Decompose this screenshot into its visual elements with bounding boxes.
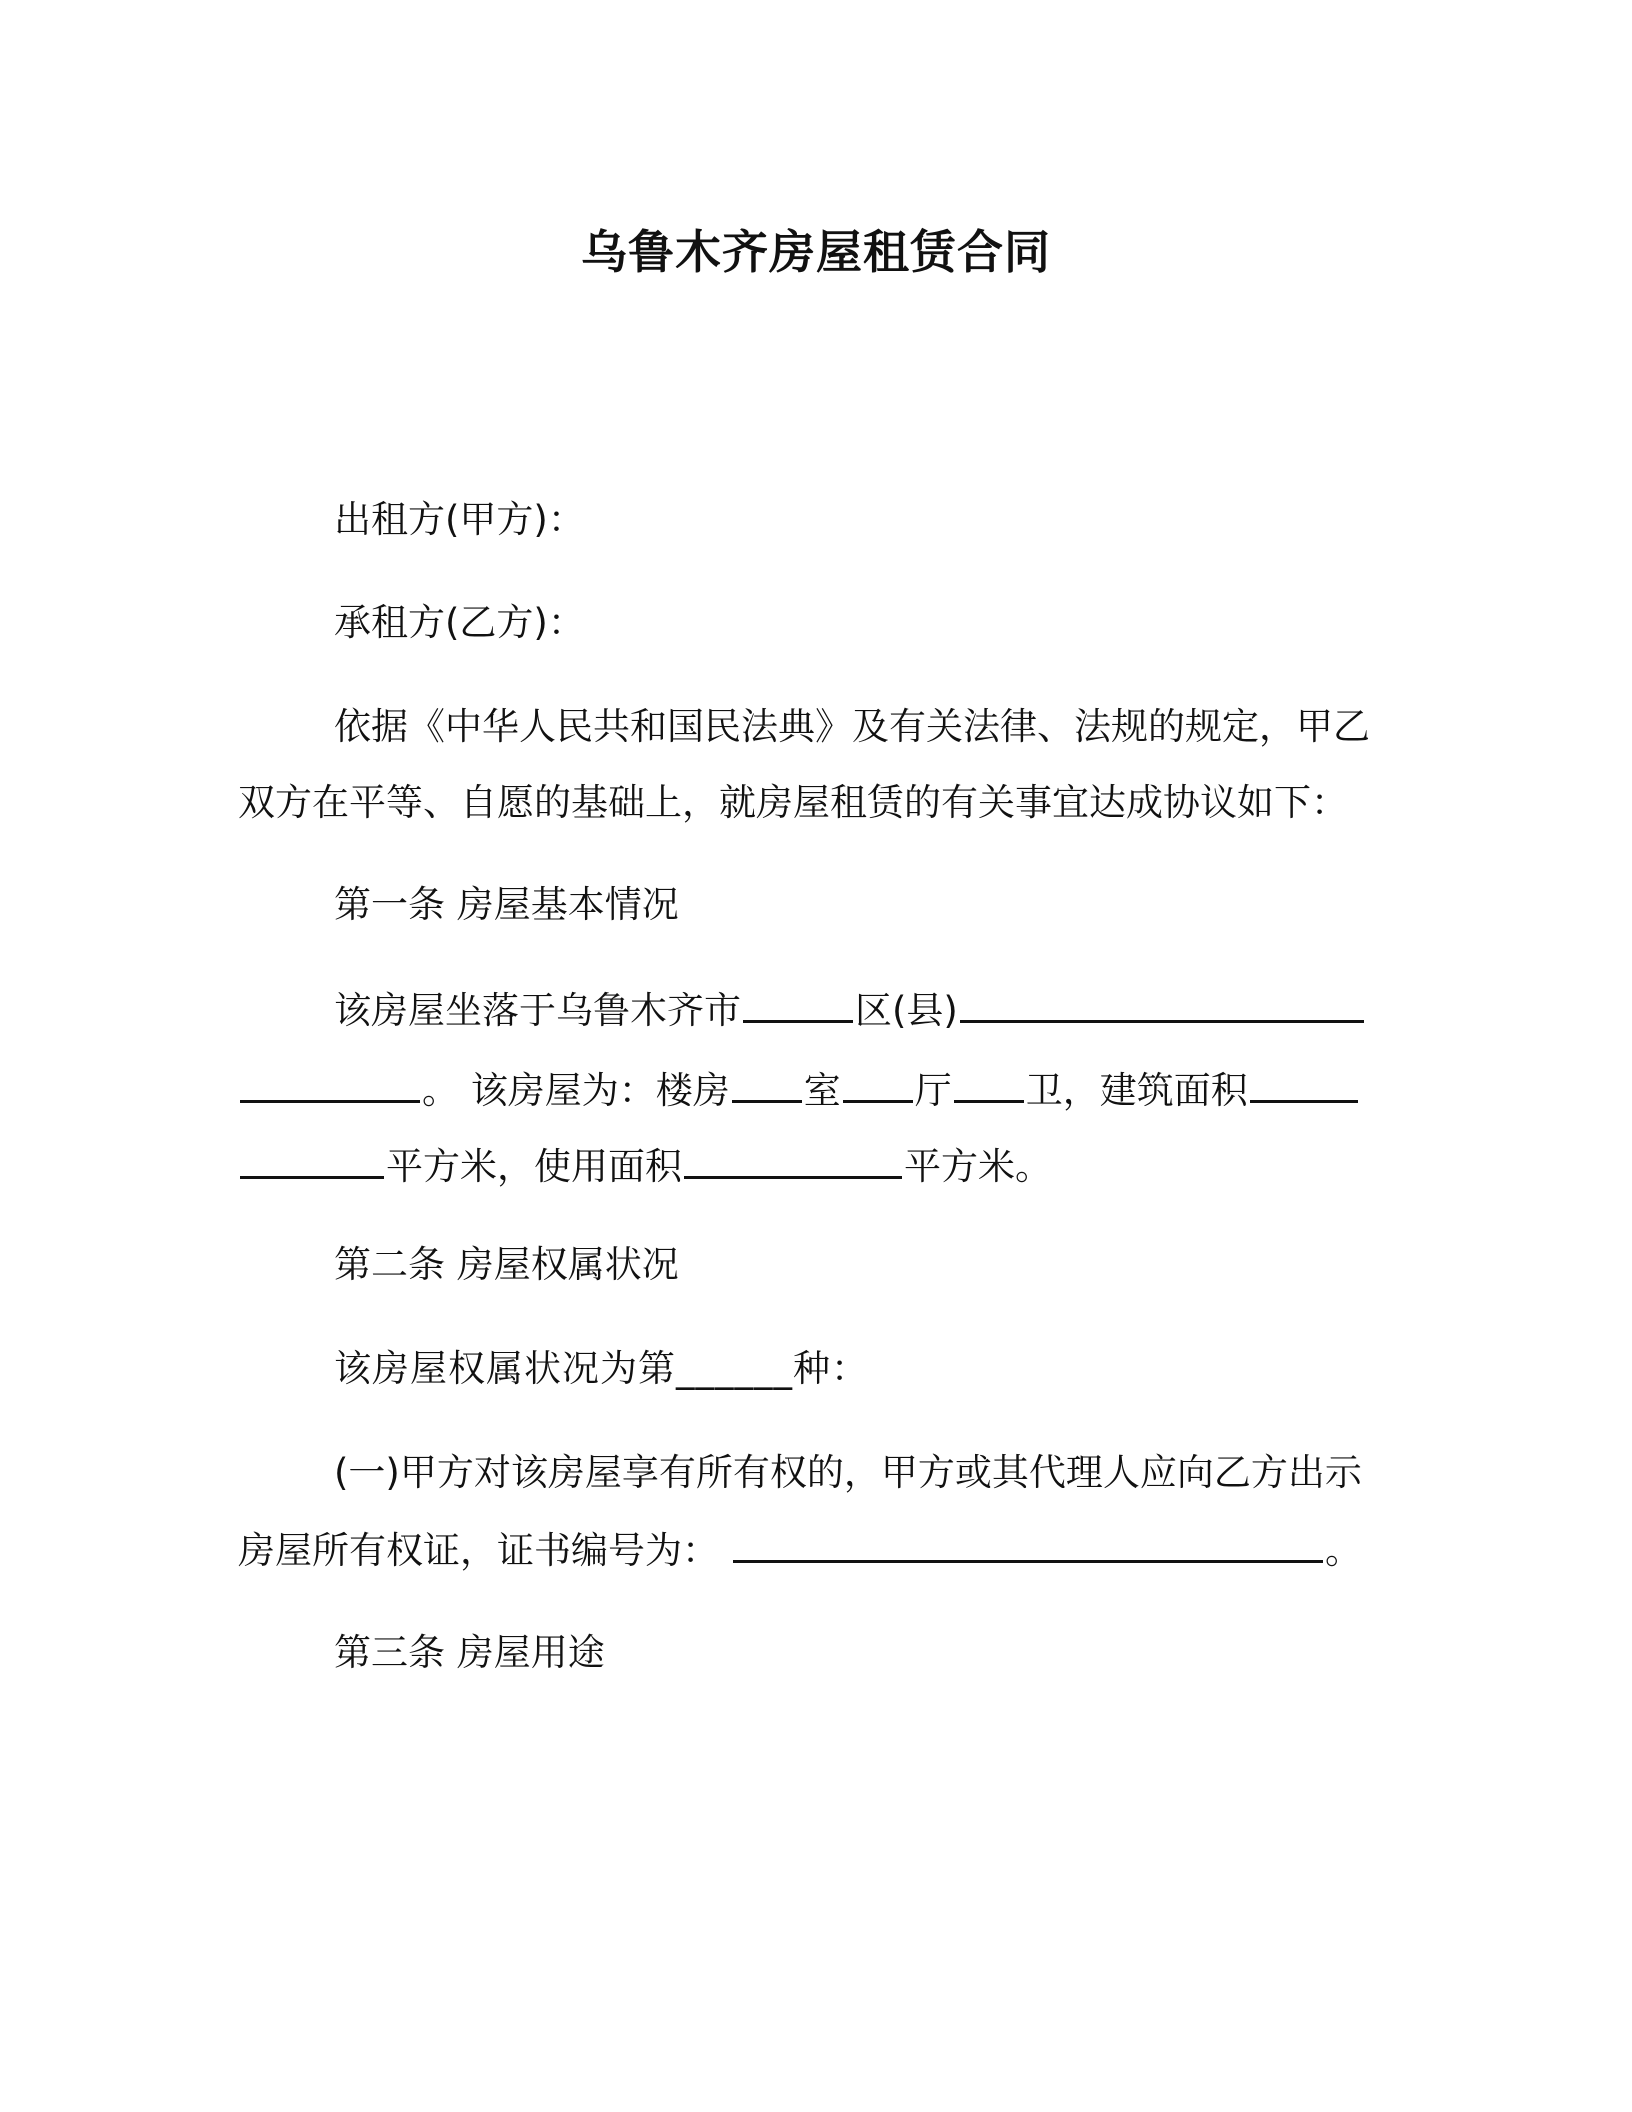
district-blank[interactable] (743, 984, 853, 1023)
ownership-type-line: 该房屋权属状况为第______种： (334, 1347, 869, 1390)
article-1-line-3 (238, 1140, 1052, 1192)
ownership-item-1-line-1: (一)甲方对该房屋享有所有权的，甲方或其代理人应向乙方出示 (334, 1451, 1362, 1494)
usable-area-text: 平方米，使用面积 (386, 1145, 682, 1188)
floor-area-blank-continued[interactable] (240, 1140, 384, 1179)
address-blank-continued[interactable] (240, 1064, 420, 1103)
halls-text: 厅 (914, 1069, 952, 1112)
rooms-blank[interactable] (732, 1064, 802, 1103)
certificate-end: 。 (1325, 1529, 1362, 1572)
document-title: 乌鲁木齐房屋租赁合同 (581, 225, 1051, 279)
bathrooms-blank[interactable] (954, 1064, 1024, 1103)
rooms-text: 室 (803, 1069, 841, 1112)
lessee-label: 承租方(乙方)： (334, 601, 585, 644)
usable-area-blank[interactable] (684, 1140, 902, 1179)
lessor-label: 出租方(甲方)： (334, 498, 585, 541)
article-1-title: 第一条 房屋基本情况 (334, 883, 679, 926)
halls-blank[interactable] (843, 1064, 913, 1103)
preamble-line-2: 双方在平等、自愿的基础上，就房屋租赁的有关事宜达成协议如下： (238, 781, 1348, 824)
ownership-item-1-line-2 (238, 1524, 1362, 1576)
preamble-line-1: 依据《中华人民共和国民法典》及有关法律、法规的规定，甲乙 (334, 705, 1370, 748)
location-text: 该房屋坐落于乌鲁木齐市 (334, 989, 741, 1032)
floor-area-blank[interactable] (1250, 1064, 1358, 1103)
floor-area-text: 卫，建筑面积 (1025, 1069, 1248, 1112)
certificate-number-label: 房屋所有权证，证书编号为： (238, 1529, 719, 1572)
building-type-text: 。 该房屋为：楼房 (422, 1069, 730, 1112)
certificate-number-blank[interactable] (733, 1524, 1323, 1563)
article-1-line-1 (334, 984, 1366, 1036)
square-meter-text: 平方米。 (904, 1145, 1052, 1188)
article-3-title: 第三条 房屋用途 (334, 1631, 605, 1674)
district-text: 区(县) (855, 989, 958, 1032)
article-1-line-2 (238, 1064, 1360, 1116)
article-2-title: 第二条 房屋权属状况 (334, 1243, 679, 1286)
address-blank[interactable] (960, 984, 1364, 1023)
